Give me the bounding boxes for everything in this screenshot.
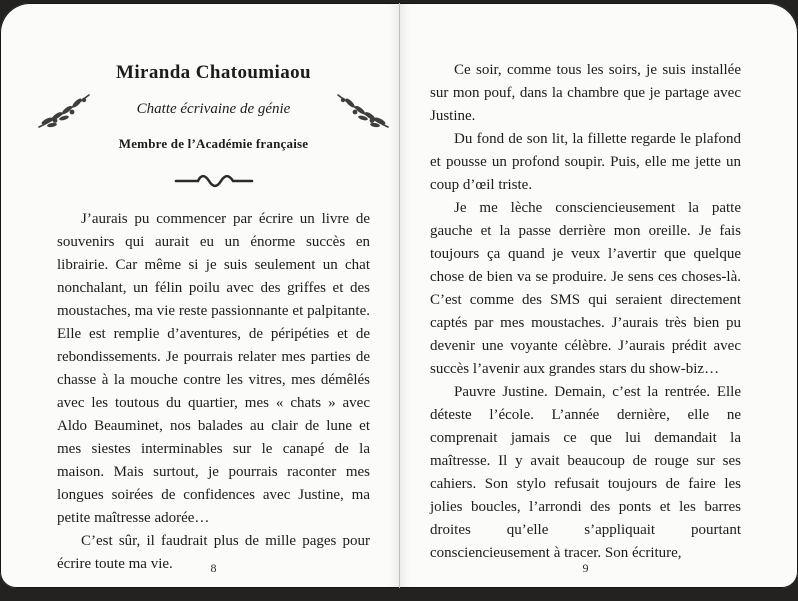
olive-branch-left-icon (35, 89, 93, 138)
paragraph: J’aurais pu commencer par écrire un livre de souvenirs qui aurait eu un énorme succès en librairie. Car même si je suis seulement un chat nonchalant, un félin poilu avec des griffes et des moustaches, ma vie reste passionnante et palpitante. Elle est remplie d’aventures, de péripéties et de rebondissements. Je pourrais relater mes parties de chasse à la mouche contre les vitres, mes démêlés avec les toutous du quartier, mes « chats » avec Aldo Beauminet, nos balades au clair de lune et mes siestes interminables sur le canapé de la maison. Mais surtout, je pourrais raconter mes longues soirées de confidences avec Justine, ma petite maîtresse adorée… (57, 211, 370, 526)
paragraph: Ce soir, comme tous les soirs, je suis installée sur mon pouf, dans la chambre que je partage avec Justine. (430, 62, 741, 124)
paragraph: Pauvre Justine. Demain, c’est la rentrée. Elle déteste l’école. L’année dernière, elle ne comprenait jamais ce que lui demandait la maîtresse. Il y avait beaucoup de rouge sur ses cahiers. Son stylo refusait toujours de faire les jolies boucles, l’arrondi des ponts et les barres droites qu’elle s’appliquait pourtant consciencieusement à tracer. Son écriture, (430, 384, 741, 561)
paragraph: Du fond de son lit, la fillette regarde le plafond et pousse un profond soupir. Puis, elle me jette un coup d’œil triste. (430, 131, 741, 193)
paragraph: Je me lèche consciencieusement la patte gauche et la passe derrière mon oreille. Je fais toujours ça quand je veux l’avertir que quelque chose de bien va se produire. Je sens ces choses-là. C’est comme des SMS qui seraient directement captés par mes moustaches. J’aurais très bien pu devenir une voyante célèbre. J’aurais prédit avec succès l’avenir aux grandes stars du show-biz… (430, 200, 741, 377)
olive-branch-right-icon (334, 89, 392, 138)
paragraph: C’est sûr, il faudrait plus de mille pages pour écrire toute ma vie. (57, 533, 370, 572)
page-left (0, 3, 399, 588)
book-title: Miranda Chatoumiaou (116, 62, 311, 83)
page-right (399, 3, 798, 588)
book-subtitle: Chatte écrivaine de génie (136, 101, 291, 117)
body-text-left (57, 208, 370, 576)
page-number-left: 8 (210, 561, 217, 575)
page-number-right: 9 (582, 561, 589, 575)
book-spine-divider (399, 3, 400, 588)
book-spread (0, 3, 798, 588)
chapter-heading (57, 61, 370, 153)
section-divider-ornament (57, 173, 370, 194)
body-text-right (430, 59, 741, 565)
author-affiliation: Membre de l’Académie française (118, 136, 309, 151)
